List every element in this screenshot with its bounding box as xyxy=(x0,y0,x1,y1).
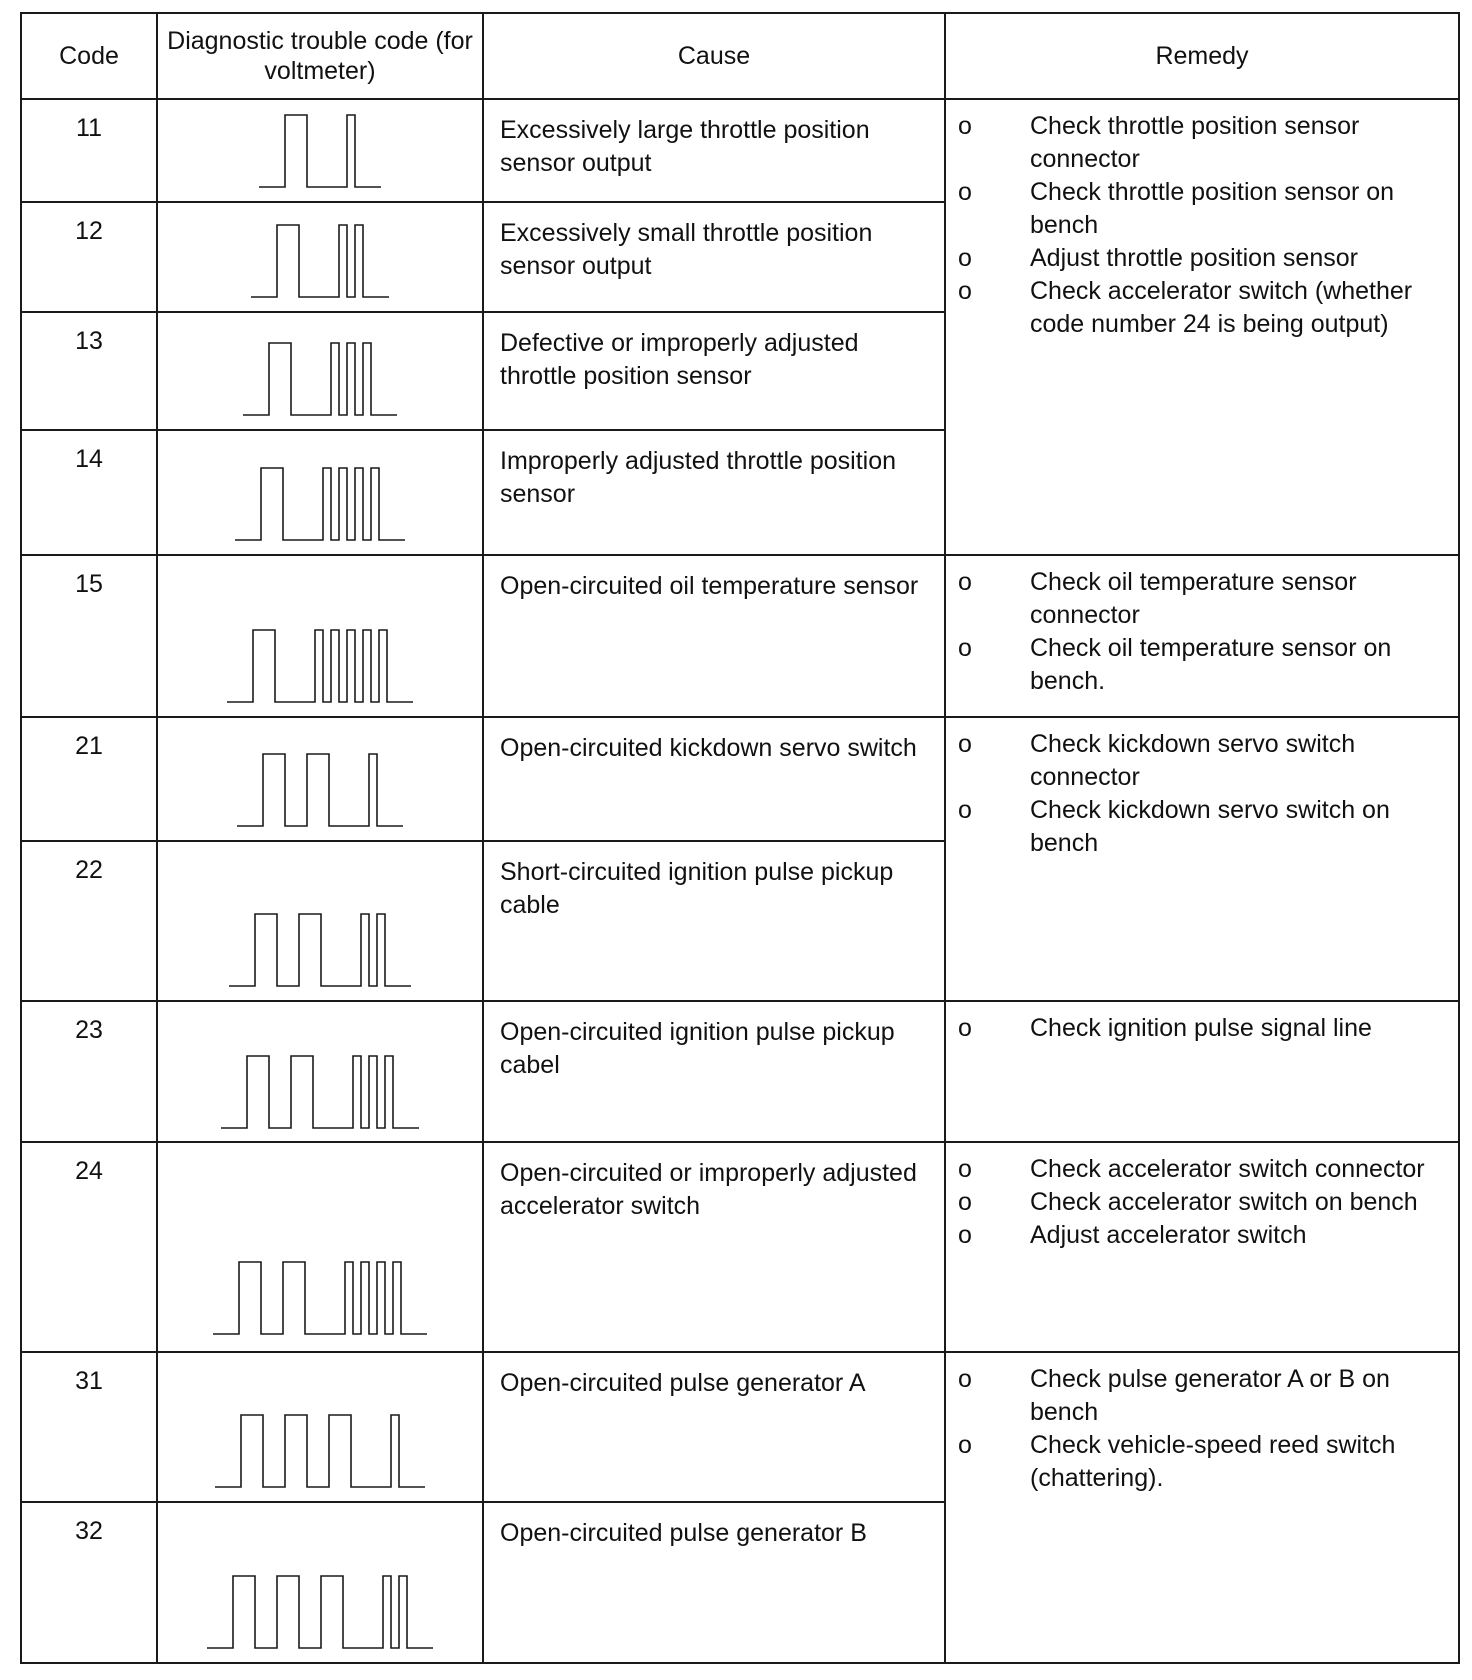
bullet-marker: o xyxy=(958,567,972,596)
pulse-trace xyxy=(235,468,405,540)
remedy-text: Check kickdown servo switch on bench xyxy=(1030,795,1390,857)
remedy-item xyxy=(958,1186,1454,1219)
waveform-cell xyxy=(157,1502,483,1663)
cause-cell: Open-circuited or improperly adjusted accelerator switch xyxy=(483,1142,945,1352)
remedy-list xyxy=(958,728,1454,860)
pulse-trace xyxy=(251,225,389,297)
remedy-text: Check ignition pulse signal line xyxy=(1030,1013,1372,1042)
remedy-item xyxy=(958,1153,1454,1186)
cause-cell: Improperly adjusted throttle position sensor xyxy=(483,430,945,555)
pulse-waveform xyxy=(213,1258,427,1338)
bullet-marker: o xyxy=(958,1155,972,1184)
remedy-text: Check accelerator switch on bench xyxy=(1030,1188,1418,1217)
cause-cell: Open-circuited pulse generator A xyxy=(483,1352,945,1502)
remedy-item xyxy=(958,566,1454,632)
code-cell: 11 xyxy=(21,99,157,202)
bullet-marker: o xyxy=(958,112,972,140)
remedy-text: Check oil temperature sensor connector xyxy=(1030,567,1357,629)
bullet-marker: o xyxy=(958,244,972,272)
code-cell: 24 xyxy=(21,1142,157,1352)
pulse-waveform xyxy=(251,221,389,301)
header-row xyxy=(21,13,1459,99)
remedy-text: Check accelerator switch connector xyxy=(1030,1155,1425,1184)
bullet-marker: o xyxy=(958,1365,972,1394)
remedy-text: Check kickdown servo switch connector xyxy=(1030,729,1356,791)
cause-cell: Open-circuited oil temperature sensor xyxy=(483,555,945,717)
bullet-marker: o xyxy=(958,1221,972,1250)
bullet-marker: o xyxy=(958,1188,972,1217)
table-row xyxy=(21,1001,1459,1143)
waveform-cell xyxy=(157,841,483,1001)
code-cell: 14 xyxy=(21,430,157,555)
cause-cell: Excessively large throttle position sensor output xyxy=(483,99,945,202)
code-cell: 23 xyxy=(21,1001,157,1143)
pulse-waveform xyxy=(215,1411,425,1491)
waveform-cell xyxy=(157,312,483,430)
header-code: Code xyxy=(21,13,157,99)
waveform-cell xyxy=(157,1352,483,1502)
pulse-trace xyxy=(215,1415,425,1487)
remedy-list xyxy=(958,110,1454,341)
cause-cell: Open-circuited pulse generator B xyxy=(483,1502,945,1663)
code-cell: 15 xyxy=(21,555,157,717)
header-remedy: Remedy xyxy=(945,13,1459,99)
remedy-cell xyxy=(945,555,1459,717)
remedy-item xyxy=(958,242,1454,275)
pulse-trace xyxy=(237,754,403,826)
remedy-item xyxy=(958,1363,1454,1429)
remedy-text: Check oil temperature sensor on bench. xyxy=(1030,633,1392,695)
code-cell: 12 xyxy=(21,202,157,312)
code-cell: 13 xyxy=(21,312,157,430)
remedy-cell xyxy=(945,1001,1459,1143)
pulse-trace xyxy=(229,914,411,986)
remedy-list xyxy=(958,1363,1454,1495)
remedy-text: Check throttle position sensor connector xyxy=(1030,112,1360,173)
pulse-waveform xyxy=(243,339,397,419)
bullet-marker: o xyxy=(958,1431,972,1460)
header-diagnostic: Diagnostic trouble code (for voltmeter) xyxy=(157,13,483,99)
remedy-item xyxy=(958,1012,1454,1045)
remedy-item xyxy=(958,1219,1454,1252)
remedy-item xyxy=(958,176,1454,242)
waveform-cell xyxy=(157,1001,483,1143)
pulse-waveform xyxy=(229,910,411,990)
remedy-item xyxy=(958,794,1454,860)
pulse-trace xyxy=(227,630,413,702)
trouble-code-table xyxy=(20,12,1460,1664)
remedy-text: Check pulse generator A or B on bench xyxy=(1030,1365,1390,1427)
pulse-trace xyxy=(207,1576,433,1648)
remedy-item xyxy=(958,1429,1454,1495)
code-cell: 32 xyxy=(21,1502,157,1663)
pulse-waveform xyxy=(259,111,381,191)
pulse-waveform xyxy=(227,626,413,706)
remedy-cell xyxy=(945,1352,1459,1663)
code-cell: 21 xyxy=(21,717,157,842)
waveform-cell xyxy=(157,99,483,202)
remedy-cell xyxy=(945,717,1459,1001)
bullet-marker: o xyxy=(958,795,972,824)
remedy-text: Adjust accelerator switch xyxy=(1030,1221,1307,1250)
cause-cell: Defective or improperly adjusted throttle position sensor xyxy=(483,312,945,430)
waveform-cell xyxy=(157,717,483,842)
code-cell: 31 xyxy=(21,1352,157,1502)
waveform-cell xyxy=(157,430,483,555)
remedy-item xyxy=(958,110,1454,176)
code-cell: 22 xyxy=(21,841,157,1001)
cause-cell: Short-circuited ignition pulse pickup cable xyxy=(483,841,945,1001)
remedy-cell xyxy=(945,1142,1459,1352)
remedy-text: Check accelerator switch (whether code number 24 is being output) xyxy=(1030,277,1413,338)
remedy-list xyxy=(958,1153,1454,1252)
waveform-cell xyxy=(157,555,483,717)
waveform-cell xyxy=(157,1142,483,1352)
bullet-marker: o xyxy=(958,1013,972,1042)
table-row xyxy=(21,99,1459,202)
pulse-waveform xyxy=(207,1572,433,1652)
waveform-cell xyxy=(157,202,483,312)
pulse-trace xyxy=(213,1262,427,1334)
remedy-item xyxy=(958,632,1454,698)
cause-cell: Open-circuited kickdown servo switch xyxy=(483,717,945,842)
remedy-cell xyxy=(945,99,1459,555)
remedy-item xyxy=(958,728,1454,794)
remedy-list xyxy=(958,566,1454,698)
pulse-trace xyxy=(221,1056,419,1128)
cause-cell: Excessively small throttle position sensor output xyxy=(483,202,945,312)
bullet-marker: o xyxy=(958,277,972,305)
table-row xyxy=(21,555,1459,717)
remedy-text: Adjust throttle position sensor xyxy=(1030,244,1358,272)
pulse-trace xyxy=(259,115,381,187)
bullet-marker: o xyxy=(958,178,972,206)
table-row xyxy=(21,1142,1459,1352)
pulse-waveform xyxy=(221,1052,419,1132)
table-row xyxy=(21,717,1459,842)
cause-cell: Open-circuited ignition pulse pickup cabel xyxy=(483,1001,945,1143)
pulse-waveform xyxy=(237,750,403,830)
pulse-waveform xyxy=(235,464,405,544)
remedy-text: Check throttle position sensor on bench xyxy=(1030,178,1395,239)
header-cause: Cause xyxy=(483,13,945,99)
bullet-marker: o xyxy=(958,633,972,662)
bullet-marker: o xyxy=(958,729,972,758)
remedy-text: Check vehicle-speed reed switch (chattering). xyxy=(1030,1431,1396,1493)
table-row xyxy=(21,1352,1459,1502)
pulse-trace xyxy=(243,343,397,415)
remedy-list xyxy=(958,1012,1454,1045)
remedy-item xyxy=(958,275,1454,341)
